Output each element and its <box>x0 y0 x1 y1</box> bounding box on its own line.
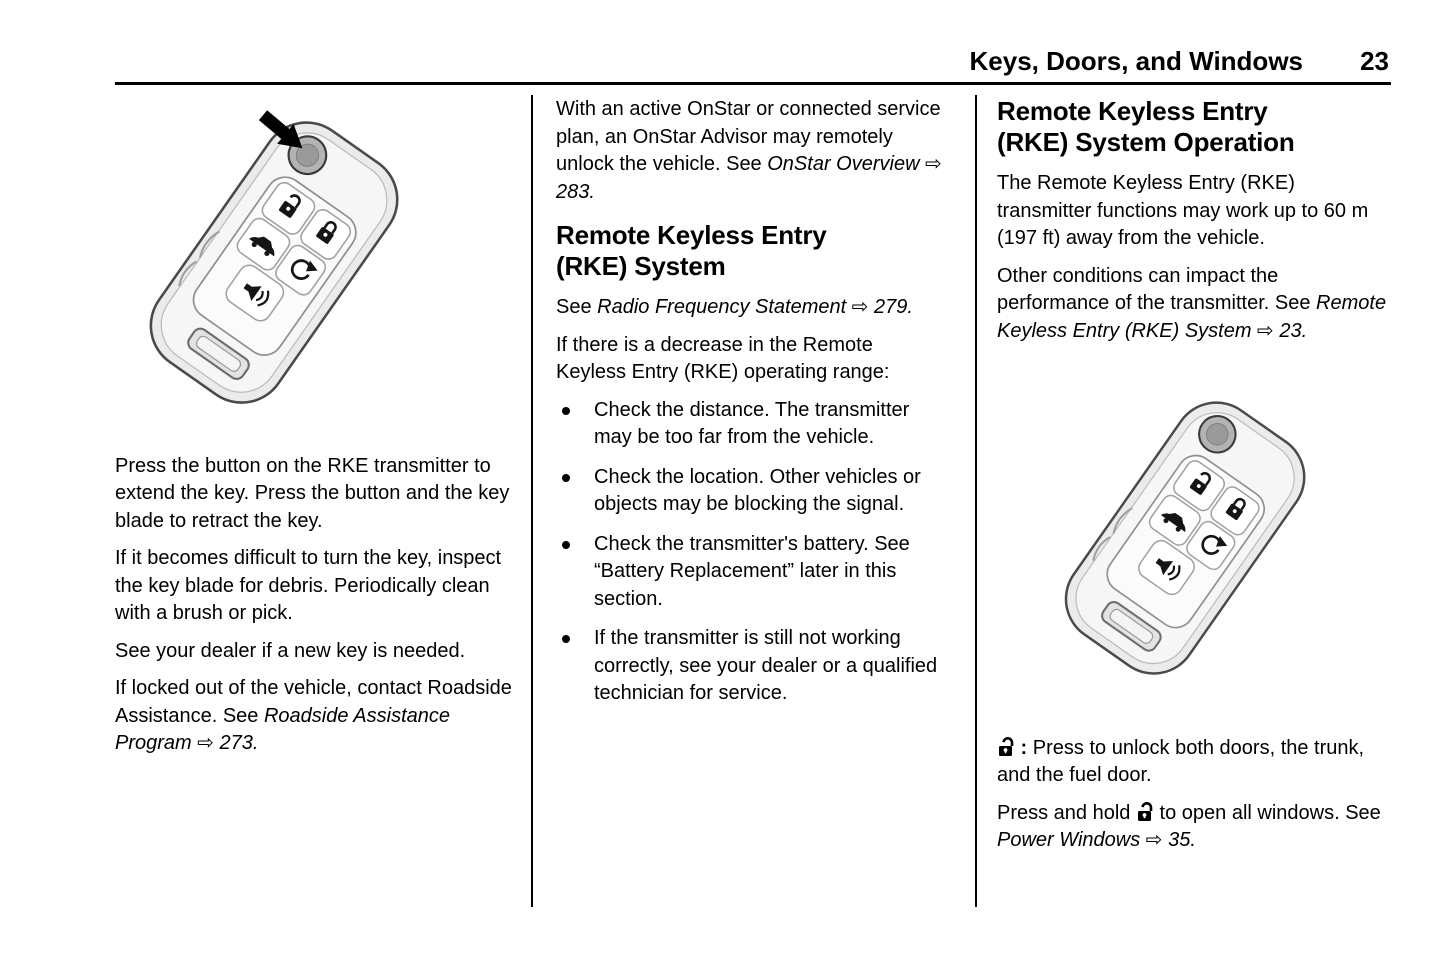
column-left <box>115 96 517 768</box>
bullet-icon <box>562 541 570 549</box>
column-right <box>997 96 1393 865</box>
paragraph-text: to open all windows. See <box>1153 801 1381 824</box>
list-item-text: Check the location. Other vehicles or objects may be blocking the signal. <box>594 465 921 515</box>
paragraph-conditions <box>997 263 1393 346</box>
cross-reference: Radio Frequency Statement ⇨ 279. <box>597 296 913 318</box>
paragraph-text: Other conditions can impact the performance of the transmitter. See <box>997 264 1317 314</box>
bullet-icon <box>562 635 570 643</box>
list-item <box>556 531 948 614</box>
bullet-icon <box>562 474 570 482</box>
paragraph-range: The Remote Keyless Entry (RKE) transmitter functions may work up to 60 m (197 ft) away from the vehicle. <box>997 172 1369 249</box>
paragraph-text: See <box>556 296 598 318</box>
troubleshooting-list <box>556 397 948 708</box>
paragraph-power-windows <box>997 800 1393 855</box>
paragraph-onstar <box>556 96 948 206</box>
section-heading-rke-system: Remote Keyless Entry (RKE) System <box>556 220 827 281</box>
column-divider-2 <box>975 95 977 907</box>
paragraph-text: If locked out of the vehicle, contact Roadside Assistance. See <box>115 677 512 727</box>
paragraph-new-key: See your dealer if a new key is needed. <box>115 639 466 662</box>
section-heading-rke-operation: Remote Keyless Entry (RKE) System Operation <box>997 96 1295 157</box>
key-fob-illustration <box>125 96 425 430</box>
cross-reference: Power Windows ⇨ 35. <box>997 829 1196 851</box>
label-colon: : <box>1015 736 1033 759</box>
cross-reference: Remote Keyless Entry (RKE) System ⇨ 23. <box>997 292 1387 342</box>
cross-reference: OnStar Overview ⇨ 283. <box>556 153 942 203</box>
paragraph-radio-frequency <box>556 294 948 322</box>
paragraph-extend-key: Press the button on the RKE transmitter to extend the key. Press the button and the key blade to retract the key. <box>115 454 510 532</box>
list-item-text: Check the transmitter's battery. See “Battery Replacement” later in this section. <box>594 532 910 610</box>
page-number: 23 <box>1360 46 1389 76</box>
list-item-text: Check the distance. The transmitter may be too far from the vehicle. <box>594 398 910 448</box>
list-item <box>556 397 948 452</box>
unlock-icon <box>1136 802 1154 822</box>
column-middle <box>556 96 948 720</box>
paragraph-text: With an active OnStar or connected service plan, an OnStar Advisor may remotely unlock the vehicle. See <box>556 98 941 175</box>
paragraph-clean-key: If it becomes difficult to turn the key, inspect the key blade for debris. Periodically clean with a brush or pick. <box>115 547 502 624</box>
unlock-icon <box>997 737 1015 757</box>
header-rule <box>115 82 1391 85</box>
paragraph-text: Press and hold <box>997 801 1136 824</box>
rke-transmitter-figure <box>125 96 517 439</box>
bullet-icon <box>562 407 570 415</box>
list-item <box>556 625 948 708</box>
cross-reference: Roadside Assistance Program ⇨ 273. <box>115 704 450 754</box>
column-divider-1 <box>531 95 533 907</box>
paragraph-unlock <box>997 735 1393 790</box>
paragraph-text: Press to unlock both doors, the trunk, and the fuel door. <box>997 736 1365 786</box>
paragraph-lockout <box>115 675 517 758</box>
list-item <box>556 464 948 519</box>
rke-transmitter-figure-2 <box>1041 377 1393 709</box>
paragraph-range-intro: If there is a decrease in the Remote Keyless Entry (RKE) operating range: <box>556 333 890 383</box>
list-item-text: If the transmitter is still not working correctly, see your dealer or a qualified technician for service. <box>594 627 938 704</box>
chapter-title: Keys, Doors, and Windows <box>969 46 1303 76</box>
key-fob-illustration <box>1041 377 1331 700</box>
